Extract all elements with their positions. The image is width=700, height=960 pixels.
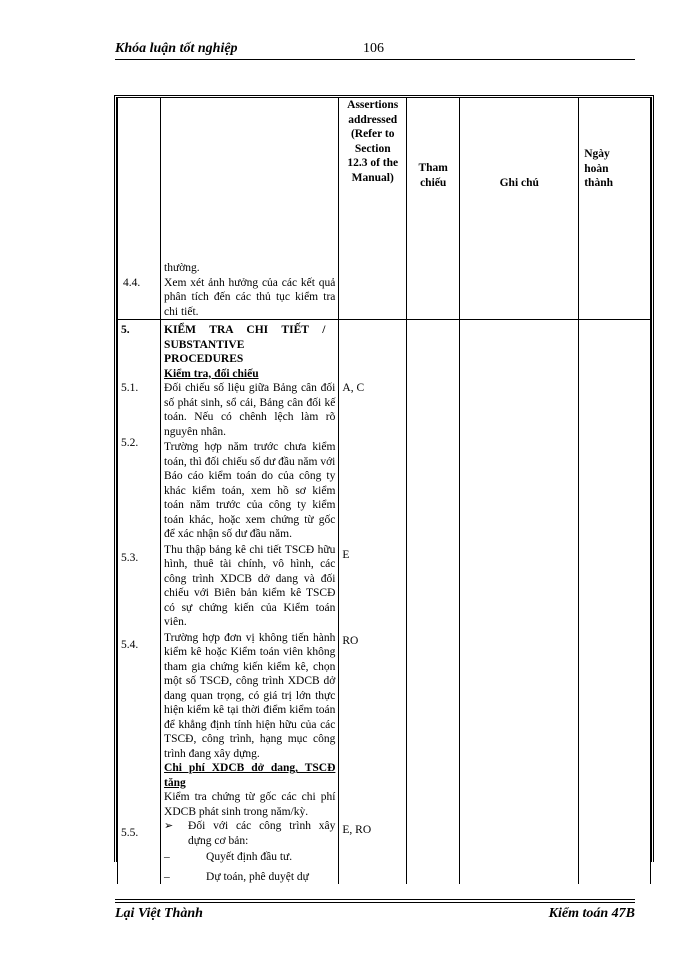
row-number: 5.4. <box>121 638 139 651</box>
procedures-table <box>117 98 651 884</box>
column-header-assertions: Assertions addressed (Refer to Section 12.3 of the Manual) <box>339 98 407 320</box>
assertion-value: E, RO <box>342 823 372 836</box>
subsection-heading: Kiểm tra, đối chiếu <box>164 367 259 380</box>
footer-rule <box>115 902 635 903</box>
assertion-value: RO <box>342 635 359 647</box>
table-header-row <box>118 98 651 320</box>
num-cell <box>118 98 161 320</box>
num-column <box>118 320 161 885</box>
notes-column <box>460 320 579 885</box>
row-description: Kiểm tra chứng từ gốc các chi phí XDCB phát sinh trong năm/kỳ. <box>164 791 336 818</box>
row-number: 5.5. <box>121 827 139 839</box>
header-title: Khóa luận tốt nghiệp <box>115 41 238 56</box>
dash-item: – Quyết định đầu tư. <box>164 851 293 863</box>
row-description: Trường hợp đơn vị không tiến hành kiểm kê hoặc Kiểm toán viên không tham gia chứng kiến kiểm kê, chọn một số TSCĐ, công trình XDCB dở dang quan trọng, có giá trị lớn thực hiện kiểm kê tại thời điểm kiểm toán để khẳng định tính hiện hữu của các TSCĐ, công trình, hạng mục công trình đang xây dựng. <box>164 631 336 760</box>
header-rule <box>115 59 635 60</box>
desc-cell <box>161 98 339 320</box>
page-header <box>115 41 635 59</box>
row-description: Thu thập bảng kê chi tiết TSCĐ hữu hình, thuê tài chính, vô hình, các công trình XDCB dở dang và đối chiếu với Biên bản kiểm kê TSCĐ có sự chứng kiến của Kiểm toán viên. <box>164 543 336 628</box>
bullet-item: ➢ Đối với các công trình xây dựng cơ bản: <box>164 820 336 847</box>
column-header-notes: Ghi chú <box>460 98 579 320</box>
date-column <box>579 320 651 885</box>
dash-marker: – <box>164 851 170 863</box>
row-number: 5.2. <box>121 436 139 449</box>
dash-item: – Dự toán, phê duyệt dự <box>164 870 309 883</box>
column-header-date: Ngày hoàn thành <box>579 98 651 320</box>
row-description: Xem xét ảnh hưởng của các kết quả phân tích đến các thủ tục kiểm tra chi tiết. <box>164 276 336 318</box>
footer-author: Lại Việt Thành <box>115 906 203 921</box>
section-heading: KIỂM TRA CHI TIẾT / SUBSTANTIVE PROCEDURES <box>164 324 326 365</box>
audit-program-table <box>114 95 654 883</box>
table-body-row <box>118 320 651 885</box>
section-number: 5. <box>121 324 130 336</box>
reference-column <box>407 320 460 885</box>
dash-marker: – <box>164 870 170 883</box>
assertion-value: A, C <box>342 382 365 394</box>
row-description: Trường hợp năm trước chưa kiểm toán, thì đối chiếu số dư đầu năm với Báo cáo kiểm toán do của công ty khác kiểm toán, xem hồ sơ kiểm toán năm trước của công ty kiểm toán khác, hoặc xem chứng từ gốc để xác nhận số dư đầu năm. <box>164 441 336 540</box>
column-header-reference: Tham chiếu <box>407 98 460 320</box>
subsection-heading: Chi phí XDCB dở dang, TSCĐ tăng <box>164 762 336 789</box>
footer-rule <box>115 899 635 900</box>
row-number: 4.4. <box>123 276 141 289</box>
assertion-value: E <box>342 548 350 561</box>
row-number: 5.1. <box>121 382 139 394</box>
arrow-bullet-icon: ➢ <box>164 820 174 832</box>
row-description: Đối chiếu số liệu giữa Bảng cân đối số phát sinh, sổ cái, Bảng cân đối kế toán. Nếu có chênh lệch làm rõ nguyên nhân. <box>164 382 336 438</box>
desc-column <box>161 320 339 885</box>
row-number: 5.3. <box>121 552 139 564</box>
carryover-text: thường. <box>164 262 200 274</box>
footer-class: Kiểm toán 47B <box>548 906 635 921</box>
page-number: 106 <box>363 41 384 56</box>
assertion-column <box>339 320 407 885</box>
